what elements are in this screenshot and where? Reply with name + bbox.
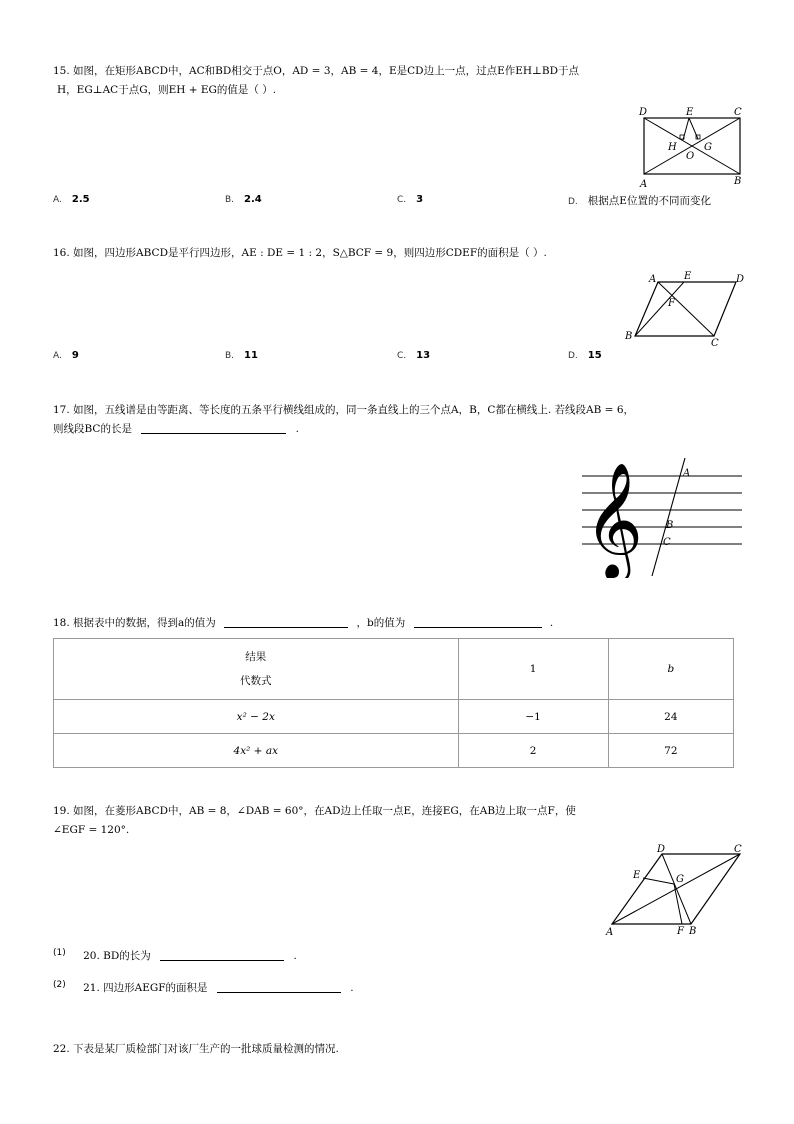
- q15-option-b[interactable]: B. 2.4: [225, 194, 262, 205]
- table-row: [54, 734, 734, 768]
- cell-v1: −1: [458, 700, 608, 734]
- q17-stem: [53, 401, 743, 439]
- label-b: B: [689, 926, 697, 937]
- diag-bd: [662, 854, 691, 924]
- label-c: C: [734, 844, 742, 855]
- q15-line1: 15. 如图，在矩形ABCD中，AC和BD相交于点O，AD = 3，AB = 4，E是CD边上一点，过点E作EH⊥BD于点: [53, 65, 580, 77]
- cell-v2: 72: [608, 734, 733, 768]
- cell-expr: x² − 2x: [54, 700, 459, 734]
- label-a: A: [649, 274, 657, 285]
- treble-clef-icon: 𝄞: [584, 461, 644, 578]
- q17-figure-staff: [580, 456, 745, 578]
- header-cell-col2: b: [608, 639, 733, 700]
- q17-line1: 17. 如图，五线谱是由等距离、等长度的五条平行横线组成的，同一条直线上的三个点A，B，C都在横线上. 若线段AB = 6，: [53, 404, 634, 416]
- q15-option-c[interactable]: C. 3: [397, 194, 424, 205]
- label-e: E: [684, 271, 692, 282]
- label-b: B: [666, 520, 674, 531]
- q22-line1: 22. 下表是某厂质检部门对该厂生产的一批球质量检测的情况.: [53, 1043, 339, 1055]
- segment-gf: [674, 884, 682, 924]
- label-o: O: [686, 151, 695, 162]
- segment-be: [635, 282, 684, 336]
- q19-sub2-answer-blank[interactable]: [217, 980, 341, 993]
- cell-v2: 24: [608, 700, 733, 734]
- label-h: H: [668, 142, 677, 153]
- q19-line1: 19. 如图，在菱形ABCD中，AB = 8，∠DAB = 60°，在AD边上任取一点E，连接EG，在AB边上取一点F，使: [53, 805, 576, 817]
- q19-line2: ∠EGF = 120°.: [53, 824, 130, 836]
- q15-line2: H，EG⊥AC于点G，则EH + EG的值是（ ）.: [57, 84, 277, 96]
- q16-option-a[interactable]: A. 9: [53, 350, 79, 361]
- label-c: C: [734, 107, 742, 118]
- label-b: B: [625, 331, 633, 342]
- header-cell-label: 结果 代数式: [54, 639, 459, 700]
- label-b: B: [734, 176, 742, 187]
- cell-expr: 4x² + ax: [54, 734, 459, 768]
- q18-table: [53, 638, 734, 768]
- q16-option-c[interactable]: C. 13: [397, 350, 431, 361]
- cell-v1: 2: [458, 734, 608, 768]
- q15-option-d[interactable]: D. 根据点E位置的不同而变化: [568, 195, 711, 207]
- label-g: G: [704, 142, 712, 153]
- q16-option-b[interactable]: B. 11: [225, 350, 258, 361]
- segment-eg: [643, 878, 674, 884]
- label-g: G: [676, 874, 684, 885]
- q16-stem: [53, 244, 743, 263]
- q16-line1: 16. 如图，四边形ABCD是平行四边形，AE : DE = 1 : 2，S△BCF = 9，则四边形CDEF的面积是（ ）.: [53, 247, 547, 259]
- label-d: D: [657, 844, 666, 855]
- q19-sub1: (1) 20. BD的长为 .: [53, 948, 297, 962]
- label-a: A: [640, 179, 648, 190]
- header-cell-col1: 1: [458, 639, 608, 700]
- label-d: D: [736, 274, 745, 285]
- q19-sub1-answer-blank[interactable]: [160, 948, 284, 961]
- q19-sub2: (2) 21. 四边形AEGF的面积是 .: [53, 980, 354, 994]
- label-d: D: [639, 107, 648, 118]
- q15-option-a[interactable]: A. 2.5: [53, 194, 90, 205]
- q17-answer-blank[interactable]: [141, 421, 286, 434]
- q18-stem: 18. 根据表中的数据，得到a的值为 ，b的值为 .: [53, 617, 554, 629]
- label-f: F: [677, 926, 684, 937]
- q18-answer-a-blank[interactable]: [224, 615, 348, 628]
- segment-eg: [689, 118, 698, 139]
- label-c: C: [711, 338, 719, 348]
- q19-stem: [53, 802, 743, 840]
- q22-stem: [53, 1040, 743, 1059]
- q16-figure-parallelogram: [620, 268, 750, 348]
- q16-option-d[interactable]: D. 15: [568, 350, 602, 361]
- label-e: E: [686, 107, 694, 118]
- label-c: C: [663, 537, 671, 548]
- label-e: E: [633, 870, 641, 881]
- diag-ac: [658, 282, 714, 336]
- q17-line2: 则线段BC的长是 .: [53, 423, 299, 435]
- q19-figure-rhombus: [600, 842, 750, 938]
- q15-figure-rectangle: [630, 104, 750, 192]
- label-f: F: [668, 298, 675, 309]
- q15-stem: [53, 62, 743, 100]
- label-a: A: [683, 468, 691, 479]
- table-header-row: [54, 639, 734, 700]
- label-a: A: [606, 927, 614, 938]
- table-row: [54, 700, 734, 734]
- q18-answer-b-blank[interactable]: [414, 615, 542, 628]
